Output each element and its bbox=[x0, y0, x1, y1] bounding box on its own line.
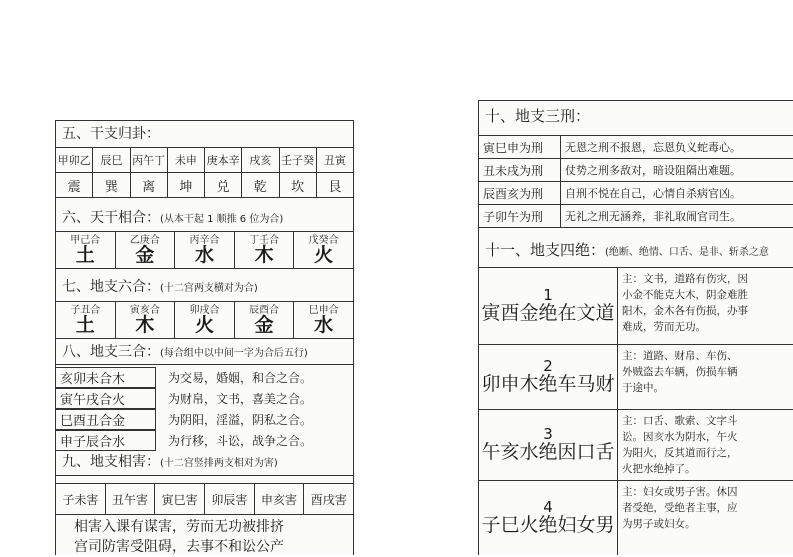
xing-meaning: 无恩之刑不报恩，忘恩负义蛇毒心。 bbox=[565, 141, 741, 154]
section-11-heading bbox=[479, 239, 793, 264]
dizhi-element: 火 bbox=[194, 313, 214, 336]
section-9-heading bbox=[56, 451, 353, 475]
jue-number: 2 bbox=[543, 357, 553, 376]
hai-row bbox=[56, 483, 353, 515]
sanhe-key: 申子辰合水 bbox=[56, 430, 156, 451]
tiangan-cell bbox=[235, 232, 295, 268]
section-10-heading bbox=[479, 105, 793, 127]
jue-number: 4 bbox=[543, 498, 553, 517]
jue-name: 卯申木绝车马财 bbox=[481, 372, 615, 395]
ganzhi-row bbox=[56, 148, 353, 173]
jue-desc-line: 讼。因亥水为阴水，午火 bbox=[622, 431, 738, 443]
tiangan-pair: 乙庚合 bbox=[129, 234, 160, 246]
verse-line: 相害入课有谋害，劳而无功被排挤 bbox=[74, 519, 284, 535]
sanhe-key: 寅午戌合火 bbox=[56, 388, 156, 409]
jue-name: 午亥水绝因口舌 bbox=[481, 440, 615, 463]
jue-number: 1 bbox=[543, 286, 553, 305]
jue-name: 子巳火绝妇女男 bbox=[481, 513, 615, 536]
ganzhi-cell: 庚本辛 bbox=[205, 148, 242, 172]
tiangan-element: 木 bbox=[254, 243, 274, 266]
jue-desc bbox=[618, 268, 793, 344]
dizhi-element: 水 bbox=[314, 313, 334, 336]
xing-meaning: 自刑不悦在自己，心情自杀病官凶。 bbox=[565, 187, 741, 200]
tiangan-pair: 戊癸合 bbox=[308, 234, 339, 246]
jue-name: 寅酉金绝在文道 bbox=[481, 301, 615, 324]
gua-cell: 坤 bbox=[168, 173, 205, 197]
jue-desc-line: 难成，劳而无功。 bbox=[622, 321, 706, 333]
left-page bbox=[55, 120, 354, 555]
hai-cell: 申亥害 bbox=[255, 484, 305, 514]
dizhi-pair: 巳申合 bbox=[308, 304, 339, 316]
tiangan-cell bbox=[294, 232, 353, 268]
sanhe-key: 亥卯未合木 bbox=[56, 367, 156, 388]
dizhi-cell bbox=[116, 302, 176, 338]
jue-desc bbox=[618, 481, 793, 555]
section-10-title: 十、地支三刑： bbox=[485, 107, 591, 125]
dizhi-cell bbox=[235, 302, 295, 338]
section-9-note: (十二宫竖排两支相对为害) bbox=[160, 458, 278, 469]
section-5-title: 五、干支归卦： bbox=[62, 126, 160, 142]
dizhi-cell bbox=[294, 302, 353, 338]
jue-desc-line: 主：妇女或男子害。休囚 bbox=[622, 486, 738, 498]
section-7-note: (十二宫两支横对为合) bbox=[160, 283, 258, 294]
sanhe-key: 巳酉丑合金 bbox=[56, 409, 156, 430]
gua-row bbox=[56, 173, 353, 198]
jue-key bbox=[479, 410, 618, 480]
xing-key: 辰酉亥为刑 bbox=[479, 182, 561, 204]
jue-desc-line: 者受绝，受绝者主事，应 bbox=[622, 502, 738, 514]
jue-desc bbox=[618, 410, 793, 480]
gua-cell: 巽 bbox=[93, 173, 130, 197]
dizhi-pair: 辰酉合 bbox=[249, 304, 280, 316]
xing-row bbox=[479, 136, 793, 159]
tiangan-row bbox=[56, 232, 353, 269]
sanhe-meaning: 为阴阳，淫溢，阴私之合。 bbox=[168, 413, 313, 427]
tiangan-element: 金 bbox=[135, 243, 155, 266]
gua-cell: 乾 bbox=[242, 173, 279, 197]
sanhe-meaning: 为财帛，文书，喜美之合。 bbox=[168, 392, 313, 406]
jue-row bbox=[479, 345, 793, 410]
hai-cell: 酉戌害 bbox=[310, 492, 347, 507]
tiangan-element: 水 bbox=[194, 243, 214, 266]
jue-key bbox=[479, 345, 618, 409]
section-7-heading bbox=[56, 276, 353, 300]
verse-line: 宫司防害受阻碍，去事不和讼公产 bbox=[74, 539, 284, 555]
dizhi-cell bbox=[175, 302, 235, 338]
jue-row bbox=[479, 268, 793, 345]
section-8-heading bbox=[56, 341, 353, 365]
ganzhi-cell: 丙午丁 bbox=[131, 148, 168, 172]
dizhi-row bbox=[56, 302, 353, 339]
gua-cell: 坎 bbox=[280, 173, 317, 197]
hai-cell: 寅巳害 bbox=[155, 484, 205, 514]
tiangan-element: 土 bbox=[75, 243, 95, 266]
jue-desc-line: 阳木，金木各有伤损，办事 bbox=[622, 305, 748, 317]
section-11-title: 十一、地支四绝： bbox=[485, 241, 606, 259]
section-6-title: 六、天干相合： bbox=[62, 210, 160, 226]
section-5-heading bbox=[56, 123, 353, 145]
tiangan-cell bbox=[116, 232, 176, 268]
gua-cell: 艮 bbox=[328, 179, 342, 195]
dizhi-cell bbox=[56, 302, 116, 338]
ganzhi-cell: 辰巳 bbox=[93, 148, 130, 172]
section-8-note: (每合组中以中间一字为合后五行) bbox=[160, 348, 308, 359]
right-page bbox=[478, 100, 793, 555]
jue-desc-line: 为男子或妇女。 bbox=[622, 518, 696, 530]
ganzhi-cell: 甲卯乙 bbox=[56, 148, 93, 172]
xing-row bbox=[479, 182, 793, 205]
xing-key: 丑未戌为刑 bbox=[479, 159, 561, 181]
jue-desc-line: 主：文书，道路有伤灾，因 bbox=[622, 273, 748, 285]
jue-number: 3 bbox=[543, 425, 553, 444]
dizhi-element: 土 bbox=[75, 313, 95, 336]
jue-desc-line: 为阳火，反其道而行之， bbox=[622, 447, 738, 459]
section-6-note: (从本干起 1 顺推 6 位为合) bbox=[160, 214, 284, 225]
jue-desc-line: 主：口舌、歌索、文字斗 bbox=[622, 415, 738, 427]
tiangan-cell bbox=[175, 232, 235, 268]
sanhe-meaning: 为行移，斗讼，战争之合。 bbox=[168, 434, 313, 448]
jue-row bbox=[479, 481, 793, 555]
section-6-heading bbox=[56, 207, 353, 231]
sanhe-row bbox=[56, 388, 353, 409]
ganzhi-cell: 未申 bbox=[168, 148, 205, 172]
jue-desc-line: 火把水绝掉了。 bbox=[622, 463, 696, 475]
xing-row bbox=[479, 159, 793, 182]
sanhe-row bbox=[56, 430, 353, 451]
dizhi-pair: 寅亥合 bbox=[129, 304, 160, 316]
tiangan-pair: 甲己合 bbox=[70, 234, 101, 246]
gua-cell: 离 bbox=[131, 173, 168, 197]
jue-desc-line: 于途中。 bbox=[622, 382, 664, 394]
jue-row bbox=[479, 410, 793, 481]
section-11-note: (绝断、绝情、口舌、是非、斩杀之意 bbox=[605, 247, 769, 258]
section-8-title: 八、地支三合： bbox=[62, 344, 160, 360]
hai-cell: 丑午害 bbox=[106, 484, 156, 514]
tiangan-pair: 丙辛合 bbox=[189, 234, 220, 246]
hai-cell: 子未害 bbox=[56, 484, 106, 514]
hai-cell: 卯辰害 bbox=[205, 484, 255, 514]
jue-desc bbox=[618, 345, 793, 409]
xing-meaning: 无礼之刑无涵养，非礼取闹官司生。 bbox=[565, 210, 741, 223]
dizhi-pair: 卯戌合 bbox=[189, 304, 220, 316]
dizhi-pair: 子丑合 bbox=[70, 304, 101, 316]
section-9-title: 九、地支相害： bbox=[62, 454, 160, 470]
divider bbox=[56, 364, 353, 365]
section-7-title: 七、地支六合： bbox=[62, 279, 160, 295]
dizhi-element: 金 bbox=[254, 313, 274, 336]
ganzhi-cell: 丑寅 bbox=[323, 154, 346, 167]
jue-key bbox=[479, 481, 618, 555]
gua-cell: 震 bbox=[56, 173, 93, 197]
tiangan-element: 火 bbox=[314, 243, 334, 266]
jue-desc-line: 主：道路、财帛、车伤、 bbox=[622, 350, 738, 362]
dizhi-element: 木 bbox=[135, 313, 155, 336]
sanhe-meaning: 为交易，婚姻，和合之合。 bbox=[168, 371, 313, 385]
ganzhi-cell: 壬子癸 bbox=[280, 148, 317, 172]
ganzhi-cell: 戌亥 bbox=[242, 148, 279, 172]
xing-key: 子卯午为刑 bbox=[479, 205, 561, 227]
sanhe-row bbox=[56, 409, 353, 430]
xing-key: 寅巳申为刑 bbox=[479, 136, 561, 158]
gua-cell: 兑 bbox=[205, 173, 242, 197]
xing-row bbox=[479, 205, 793, 228]
sanhe-row bbox=[56, 367, 353, 388]
divider bbox=[56, 475, 353, 476]
jue-key bbox=[479, 268, 618, 344]
tiangan-cell bbox=[56, 232, 116, 268]
jue-desc-line: 小金不能克大木，阴金难胜 bbox=[622, 289, 748, 301]
xing-meaning: 仗势之刑多敌对，暗设阻隔出难题。 bbox=[565, 164, 741, 177]
tiangan-pair: 丁壬合 bbox=[249, 234, 280, 246]
jue-desc-line: 外贼盗去车辆，伤损车辆 bbox=[622, 366, 738, 378]
